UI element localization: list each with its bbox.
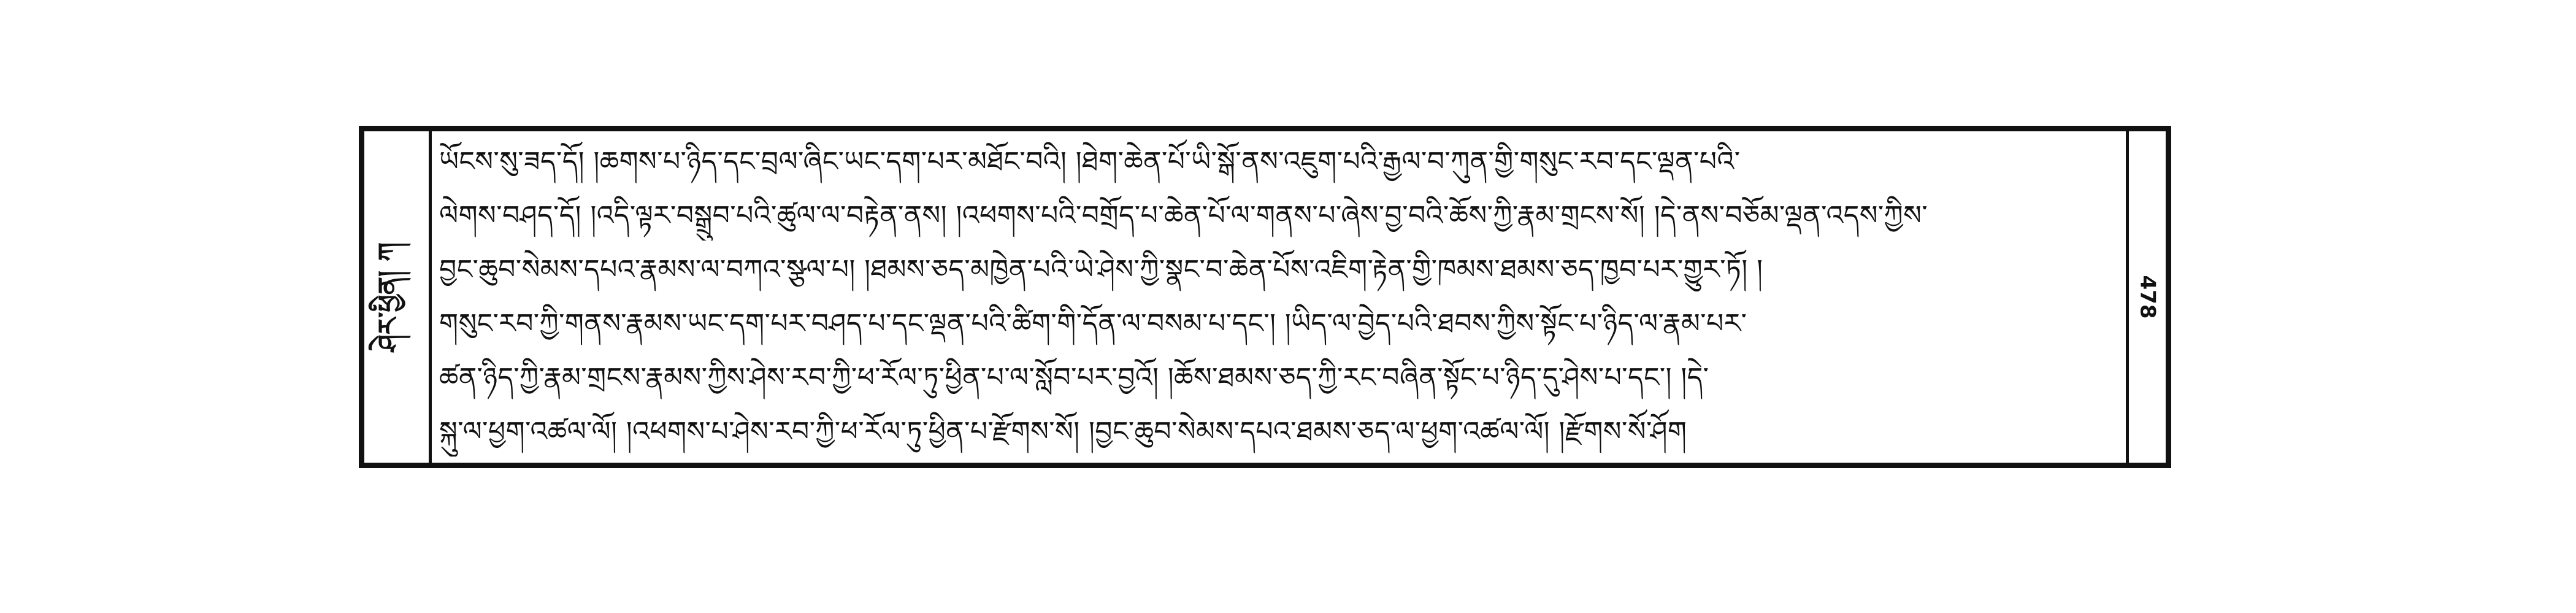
left-margin-divider bbox=[429, 131, 432, 463]
text-line-2: ལེགས་བཤད་དོ། །འདི་ལྟར་བསྒྲུབ་པའི་ཚུལ་ལ་བརྟེན་ནས། །འཕགས་པའི་བགྲོད་པ་ཆེན་པོ་ལ་གནས་པ་ཞེས་བྱ་བའི་ཆོས་ཀྱི་རྣམ་གྲངས་སོ། །དེ་ནས་བཅོམ་ལྡན་འདས་ཀྱིས་ bbox=[439, 200, 1928, 231]
text-line-3: བྱང་ཆུབ་སེམས་དཔའ་རྣམས་ལ་བཀའ་སྩལ་པ། །ཐམས་ཅད་མཁྱེན་པའི་ཡེ་ཤེས་ཀྱི་སྣང་བ་ཆེན་པོས་འཇིག་རྟེན་གྱི་ཁམས་ཐམས་ཅད་ཁྱབ་པར་གྱུར་ཏོ། ། bbox=[439, 254, 1763, 285]
left-margin-label: ཤེར་ཕྱིན། ཀ bbox=[373, 242, 405, 352]
text-block bbox=[439, 137, 2118, 457]
page-frame bbox=[359, 126, 2171, 468]
text-line-1: ཡོངས་སུ་ཟད་དོ། །ཆགས་པ་ཉིད་དང་བྲལ་ཞིང་ཡང་དག་པར་མཐོང་བའི། །ཐེག་ཆེན་པོ་ཡི་སྒོ་ནས་འཇུག་པའི་རྒྱལ་བ་ཀུན་གྱི་གསུང་རབ་དང་ལྡན་པའི་ bbox=[439, 146, 1741, 177]
text-line-4: གསུང་རབ་ཀྱི་གནས་རྣམས་ཡང་དག་པར་བཤད་པ་དང་ལྡན་པའི་ཚིག་གི་དོན་ལ་བསམ་པ་དང་། །ཡིད་ལ་བྱེད་པའི་ཐབས་ཀྱིས་སྟོང་པ་ཉིད་ལ་རྣམ་པར་ bbox=[439, 308, 1747, 339]
text-line-6: སྐུ་ལ་ཕྱག་འཚལ་ལོ། །འཕགས་པ་ཤེས་རབ་ཀྱི་ཕ་རོལ་ཏུ་ཕྱིན་པ་རྫོགས་སོ། །བྱང་ཆུབ་སེམས་དཔའ་ཐམས་ཅད་ལ་ཕྱག་འཚལ་ལོ། །རྫོགས་སོ་ཤོག bbox=[439, 416, 1687, 447]
left-margin-label-box bbox=[364, 131, 429, 463]
text-line-5: ཚན་ཉིད་ཀྱི་རྣམ་གྲངས་རྣམས་ཀྱིས་ཤེས་རབ་ཀྱི་ཕ་རོལ་ཏུ་ཕྱིན་པ་ལ་སློབ་པར་བྱའོ། །ཆོས་ཐམས་ཅད་ཀྱི་རང་བཞིན་སྟོང་པ་ཉིད་དུ་ཤེས་པ་དང་། །དེ་ bbox=[439, 362, 1709, 393]
page-number-box bbox=[2129, 131, 2166, 463]
page-number: 478 bbox=[2135, 275, 2160, 319]
